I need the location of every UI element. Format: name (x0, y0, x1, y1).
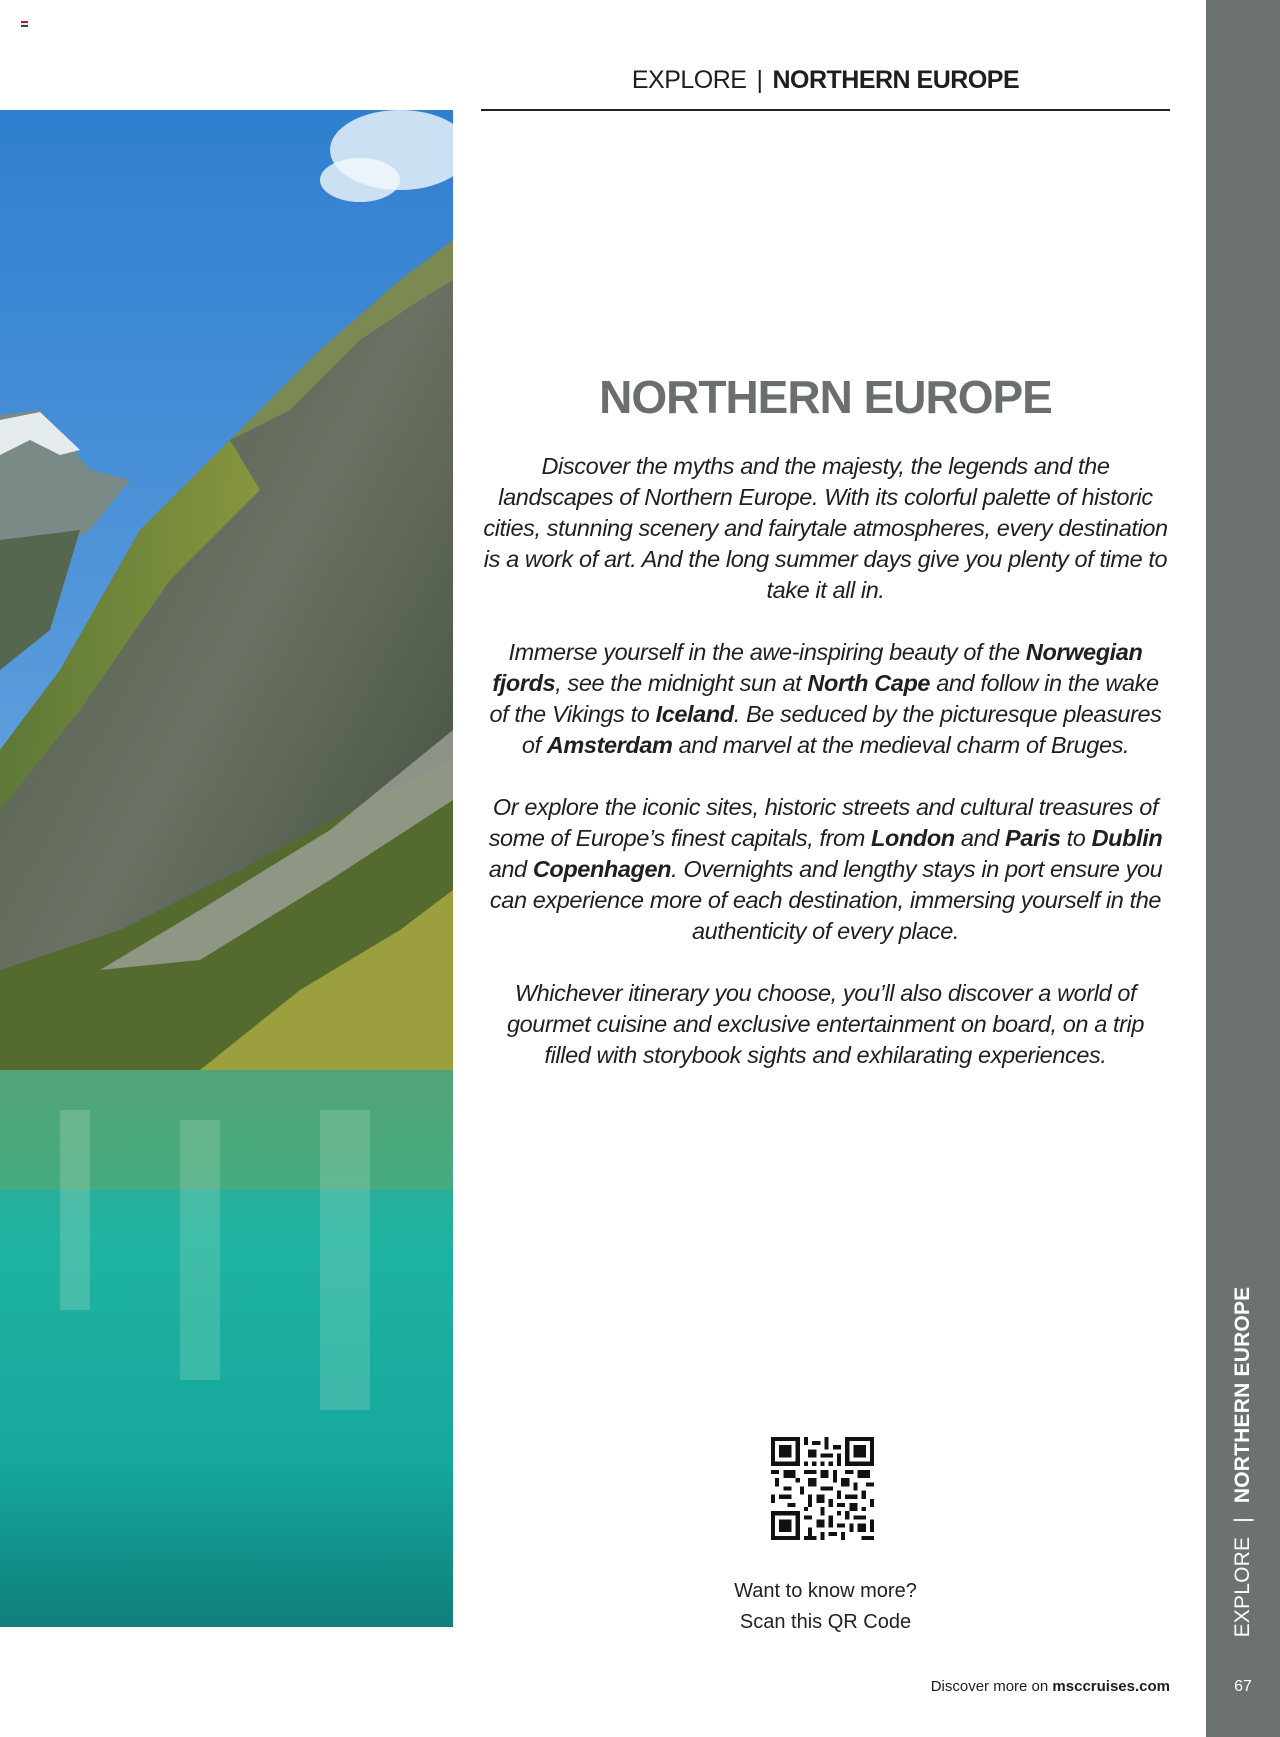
qr-code-icon[interactable] (771, 1437, 874, 1540)
qr-caption (481, 1576, 1170, 1638)
fjord-photo (0, 110, 453, 1627)
header-region: NORTHERN EUROPE (772, 66, 1020, 94)
paragraph-onboard: Whichever itinerary you choose, you’ll also discover a world of gourmet cuisine and exclusive entertainment on board, on a trip filled with storybook sights and exhilarating experiences. (506, 980, 1145, 1068)
paragraph-capitals: Or explore the iconic sites, historic streets and cultural treasures of some of Europe’s finest capitals, from London and Paris to Dublin and Copenhagen. Overnights and lengthy stays in port ensure you can experience more of each destination, immersing yourself in the authenticity of every place. (488, 794, 1163, 944)
qr-caption-line1: Want to know more? (734, 1580, 917, 1602)
side-region: NORTHERN EUROPE (1231, 1286, 1254, 1504)
qr-caption-line2: Scan this QR Code (739, 1611, 912, 1633)
paragraph-intro: Discover the myths and the majesty, the legends and the landscapes of Northern Europe. With its colorful palette of historic cities, stunning scenery and fairytale atmospheres, every destination is a work of art. And the long summer days give you plenty of time to take it all in. (483, 453, 1168, 603)
section-header (481, 66, 1170, 95)
side-separator: | (1231, 1517, 1254, 1523)
page-title: NORTHERN EUROPE (599, 371, 1052, 423)
header-section: EXPLORE (631, 66, 747, 94)
paragraph-destinations: Immerse yourself in the awe-inspiring beauty of the Norwegian fjords, see the midnight sun at North Cape and follow in the wake of the Vikings to Iceland. Be seduced by the picturesque pleasures of Amsterdam and marvel at the medieval charm of Bruges. (489, 639, 1162, 758)
page-number: 67 (1234, 1678, 1252, 1695)
side-section: EXPLORE (1231, 1536, 1254, 1638)
header-separator: | (756, 66, 763, 94)
header-divider (481, 109, 1170, 111)
footer-site-link[interactable]: msccruises.com (1052, 1678, 1170, 1695)
footer-prefix: Discover more on (930, 1678, 1053, 1695)
intro-text (481, 451, 1170, 1102)
footer-website (931, 1678, 1170, 1695)
side-band-label (1231, 1287, 1255, 1638)
netherlands-flag-icon (21, 21, 28, 27)
